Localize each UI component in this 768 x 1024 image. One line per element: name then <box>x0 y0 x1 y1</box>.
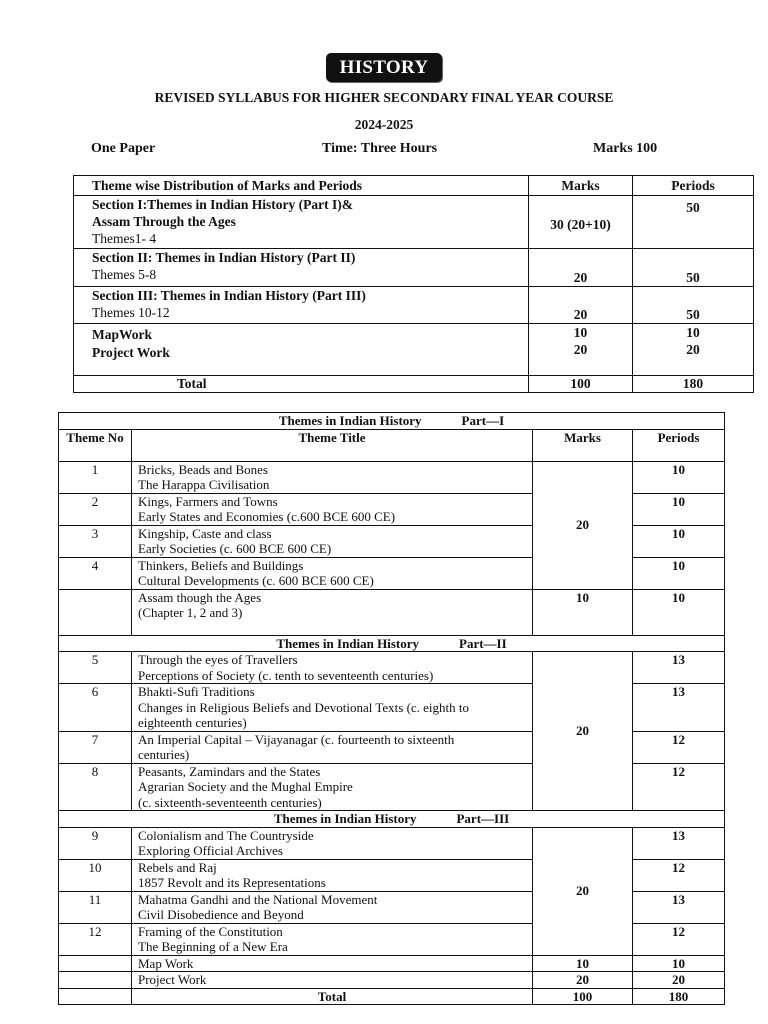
part-2-heading <box>59 635 725 652</box>
theme-no: 7 <box>59 731 132 763</box>
theme-periods: 12 <box>633 923 725 955</box>
theme-subtitle-line: The Harappa Civilisation <box>138 477 270 492</box>
map-work-periods: 10 <box>633 955 725 972</box>
themes-table <box>58 412 725 1005</box>
mapwork-periods: 10 <box>686 325 700 340</box>
project-periods: 20 <box>686 342 700 357</box>
table-row <box>59 652 725 684</box>
total-empty-cell <box>59 988 132 1005</box>
table-row <box>59 988 725 1005</box>
theme-subtitle-line: Early States and Economies (c.600 BCE 600 CE) <box>138 509 396 524</box>
theme-title-line: Assam though the Ages <box>138 589 262 605</box>
section-1-title: Section I:Themes in Indian History (Part I)& <box>92 197 353 212</box>
theme-subtitle-line: 1857 Revolt and its Representations <box>138 875 326 890</box>
section-3-marks: 20 <box>529 287 633 324</box>
theme-subtitle-line: centuries) <box>138 747 190 762</box>
theme-title <box>132 763 533 811</box>
project-work-periods: 20 <box>633 972 725 989</box>
theme-no: 12 <box>59 923 132 955</box>
theme-title <box>132 827 533 859</box>
theme-subtitle-line: Agrarian Society and the Mughal Empire <box>138 779 353 794</box>
table-row <box>74 324 754 376</box>
theme-periods: 10 <box>633 493 725 525</box>
grand-total-label: Total <box>132 988 533 1005</box>
project-work-label: Project Work <box>92 345 170 360</box>
theme-title <box>132 891 533 923</box>
table-row <box>59 589 725 635</box>
theme-subtitle-line: Perceptions of Society (c. tenth to seventeenth centuries) <box>138 667 434 683</box>
mapwork-label: MapWork <box>92 327 153 342</box>
mapwork-marks: 10 <box>573 325 588 340</box>
theme-title-line: Mahatma Gandhi and the National Movement <box>138 891 378 907</box>
table-row <box>74 176 754 196</box>
table-row <box>59 429 725 461</box>
grand-total-marks: 100 <box>533 988 633 1005</box>
theme-periods: 13 <box>633 827 725 859</box>
section-1-periods: 50 <box>633 196 754 249</box>
badge-label: HISTORY <box>339 57 429 78</box>
theme-no: 11 <box>59 891 132 923</box>
theme-periods: 10 <box>633 525 725 557</box>
part-1-header <box>59 413 725 430</box>
theme-periods: 13 <box>633 684 725 732</box>
section-2-periods: 50 <box>633 249 754 287</box>
part-2-title: Themes in Indian History <box>276 635 420 651</box>
table-row <box>59 955 725 972</box>
col-header-theme-title: Theme Title <box>132 429 533 461</box>
history-badge <box>326 53 442 82</box>
part-3-heading <box>59 811 725 828</box>
part-2-marks: 20 <box>533 652 633 811</box>
theme-subtitle-line: (c. sixteenth-seventeenth centuries) <box>138 794 322 810</box>
theme-no-empty <box>59 589 132 635</box>
section-2-themes: Themes 5-8 <box>92 267 157 282</box>
theme-title <box>132 589 533 635</box>
paper-count: One Paper <box>91 141 156 156</box>
academic-year: 2024-2025 <box>354 117 414 132</box>
total-marks-value: 100 <box>529 376 633 393</box>
theme-title-line: Bricks, Beads and Bones <box>138 461 268 477</box>
theme-no: 1 <box>59 461 132 493</box>
theme-title-line: Framing of the Constitution <box>138 923 283 939</box>
theme-title <box>132 923 533 955</box>
part-3-marks: 20 <box>533 827 633 955</box>
project-work-label: Project Work <box>132 972 533 989</box>
total-periods-value: 180 <box>633 376 754 393</box>
extra-work-marks <box>529 324 633 376</box>
theme-no: 9 <box>59 827 132 859</box>
theme-no: 3 <box>59 525 132 557</box>
part-3-header <box>59 811 725 828</box>
theme-periods: 10 <box>633 461 725 493</box>
table-row <box>59 972 725 989</box>
part-1-marks: 20 <box>533 461 633 589</box>
theme-subtitle-line: Cultural Developments (c. 600 BCE 600 CE) <box>138 573 374 588</box>
extra-work-periods <box>633 324 754 376</box>
map-work-label: Map Work <box>132 955 533 972</box>
theme-title-line: Through the eyes of Travellers <box>138 652 298 667</box>
theme-title-line: Colonialism and The Countryside <box>138 827 314 843</box>
section-2-marks: 20 <box>529 249 633 287</box>
theme-title-line: An Imperial Capital – Vijayanagar (c. fourteenth to sixteenth <box>138 731 455 747</box>
distribution-table <box>73 175 754 393</box>
part-1-label: Part—I <box>461 413 505 428</box>
theme-periods: 13 <box>633 652 725 684</box>
section-2-title: Section II: Themes in Indian History (Part II) <box>92 250 356 265</box>
theme-title-line: Kingship, Caste and class <box>138 525 272 541</box>
project-marks: 20 <box>573 342 588 357</box>
theme-title-line: Bhakti-Sufi Traditions <box>138 684 255 699</box>
table-row <box>59 827 725 859</box>
theme-periods: 10 <box>633 557 725 589</box>
part-3-label: Part—III <box>456 811 510 826</box>
theme-periods: 10 <box>633 589 725 635</box>
section-1-title-2: Assam Through the Ages <box>92 214 236 229</box>
table-row <box>74 196 754 249</box>
map-work-marks: 10 <box>533 955 633 972</box>
theme-periods: 13 <box>633 891 725 923</box>
col-header-marks: Marks <box>529 176 633 196</box>
section-3-cell <box>74 287 529 324</box>
theme-subtitle-line: Civil Disobedience and Beyond <box>138 907 304 922</box>
col-header-periods: Periods <box>633 429 725 461</box>
section-3-periods: 50 <box>633 287 754 324</box>
theme-subtitle-line: Changes in Religious Beliefs and Devotional Texts (c. eighth to <box>138 699 470 715</box>
syllabus-title: REVISED SYLLABUS FOR HIGHER SECONDARY FINAL YEAR COURSE <box>154 90 614 105</box>
col-header-periods: Periods <box>633 176 754 196</box>
theme-subtitle-line: Early Societies (c. 600 BCE 600 CE) <box>138 541 332 556</box>
col-header-theme-no: Theme No <box>59 429 132 461</box>
section-1-themes: Themes1- 4 <box>92 231 157 246</box>
total-marks: Marks 100 <box>593 141 658 156</box>
table-row <box>74 376 754 393</box>
table-row <box>59 461 725 493</box>
theme-subtitle-line: (Chapter 1, 2 and 3) <box>138 605 243 620</box>
part-3-title: Themes in Indian History <box>273 811 417 826</box>
part-2-header <box>59 635 725 652</box>
grand-total-periods: 180 <box>633 988 725 1005</box>
col-header-marks: Marks <box>533 429 633 461</box>
section-1-marks: 30 (20+10) <box>529 196 633 249</box>
theme-subtitle-line: Exploring Official Archives <box>138 843 283 858</box>
section-2-cell <box>74 249 529 287</box>
theme-no: 4 <box>59 557 132 589</box>
theme-no-empty <box>59 972 132 989</box>
theme-periods: 12 <box>633 763 725 811</box>
theme-no: 2 <box>59 493 132 525</box>
theme-no: 8 <box>59 763 132 811</box>
theme-title <box>132 731 533 763</box>
table-row <box>74 287 754 324</box>
assam-marks: 10 <box>533 589 633 635</box>
theme-title-line: Rebels and Raj <box>138 859 217 875</box>
extra-work-cell <box>74 324 529 376</box>
theme-subtitle-line: The Beginning of a New Era <box>138 939 288 954</box>
theme-title <box>132 684 533 732</box>
theme-title-line: Kings, Farmers and Towns <box>138 493 278 509</box>
exam-duration: Time: Three Hours <box>322 141 438 156</box>
theme-no: 6 <box>59 684 132 732</box>
theme-no: 5 <box>59 652 132 684</box>
col-header-theme: Theme wise Distribution of Marks and Periods <box>74 176 529 196</box>
part-1-heading <box>59 413 725 430</box>
project-work-marks: 20 <box>533 972 633 989</box>
theme-title <box>132 557 533 589</box>
theme-title <box>132 525 533 557</box>
theme-title <box>132 859 533 891</box>
theme-periods: 12 <box>633 859 725 891</box>
theme-no-empty <box>59 955 132 972</box>
total-label: Total <box>74 376 529 393</box>
theme-title-line: Thinkers, Beliefs and Buildings <box>138 557 304 573</box>
theme-title <box>132 493 533 525</box>
theme-title <box>132 652 533 684</box>
theme-no: 10 <box>59 859 132 891</box>
table-row <box>74 249 754 287</box>
theme-periods: 12 <box>633 731 725 763</box>
part-2-label: Part—II <box>459 635 507 651</box>
theme-subtitle-line: eighteenth centuries) <box>138 715 247 730</box>
theme-title-line: Peasants, Zamindars and the States <box>138 763 321 779</box>
section-3-title: Section III: Themes in Indian History (Part III) <box>92 288 366 303</box>
theme-title <box>132 461 533 493</box>
section-1-cell <box>74 196 529 249</box>
section-3-themes: Themes 10-12 <box>92 305 170 320</box>
part-1-title: Themes in Indian History <box>278 413 422 428</box>
